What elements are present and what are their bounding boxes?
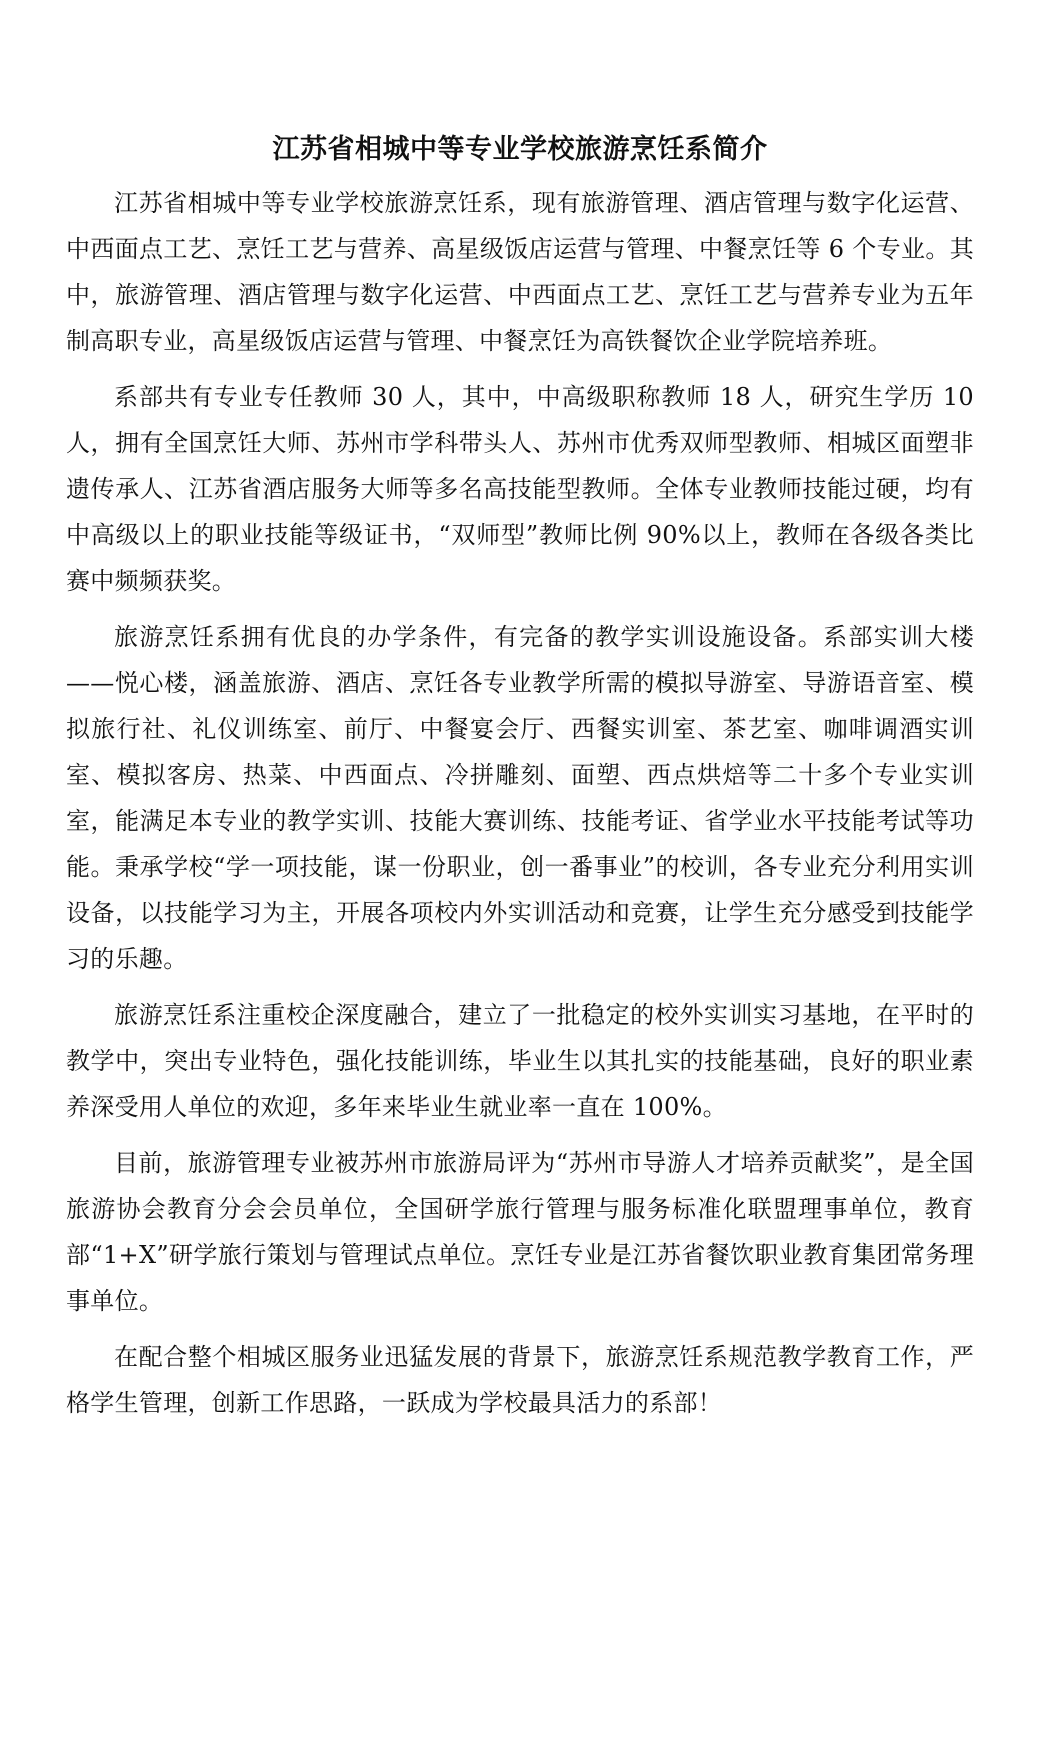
paragraph-honors: 目前，旅游管理专业被苏州市旅游局评为“苏州市导游人才培养贡献奖”，是全国旅游协会教育分会会员单位，全国研学旅行管理与服务标准化联盟理事单位，教育部“1+X”研学旅行策划与管理试点单位。烹饪专业是江苏省餐饮职业教育集团常务理事单位。: [66, 1149, 974, 1315]
paragraph-overview: 江苏省相城中等专业学校旅游烹饪系，现有旅游管理、酒店管理与数字化运营、中西面点工艺、烹饪工艺与营养、高星级饭店运营与管理、中餐烹饪等 6 个专业。其中，旅游管理、酒店管理与数字化运营、中西面点工艺、烹饪工艺与营养专业为五年制高职专业，高星级饭店运营与管理、中餐烹饪为高铁餐饮企业学院培养班。: [66, 189, 974, 355]
document-page: [66, 130, 974, 1436]
paragraph-faculty: 系部共有专业专任教师 30 人，其中，中高级职称教师 18 人，研究生学历 10 人，拥有全国烹饪大师、苏州市学科带头人、苏州市优秀双师型教师、相城区面塑非遗传承人、江苏省酒店服务大师等多名高技能型教师。全体专业教师技能过硬，均有中高级以上的职业技能等级证书，“双师型”教师比例 90%以上，教师在各级各类比赛中频频获奖。: [66, 383, 974, 595]
paragraph-facilities: 旅游烹饪系拥有优良的办学条件，有完备的教学实训设施设备。系部实训大楼——悦心楼，涵盖旅游、酒店、烹饪各专业教学所需的模拟导游室、导游语音室、模拟旅行社、礼仪训练室、前厅、中餐宴会厅、西餐实训室、茶艺室、咖啡调酒实训室、模拟客房、热菜、中西面点、冷拼雕刻、面塑、西点烘焙等二十多个专业实训室，能满足本专业的教学实训、技能大赛训练、技能考证、省学业水平技能考试等功能。秉承学校“学一项技能，谋一份职业，创一番事业”的校训，各专业充分利用实训设备，以技能学习为主，开展各项校内外实训活动和竞赛，让学生充分感受到技能学习的乐趣。: [66, 623, 974, 973]
paragraph-industry-cooperation: 旅游烹饪系注重校企深度融合，建立了一批稳定的校外实训实习基地，在平时的教学中，突出专业特色，强化技能训练，毕业生以其扎实的技能基础，良好的职业素养深受用人单位的欢迎，多年来毕业生就业率一直在 100%。: [66, 1001, 974, 1121]
document-title: 江苏省相城中等专业学校旅游烹饪系简介: [272, 134, 768, 165]
paragraph-conclusion: 在配合整个相城区服务业迅猛发展的背景下，旅游烹饪系规范教学教育工作，严格学生管理，创新工作思路，一跃成为学校最具活力的系部！: [66, 1343, 974, 1417]
